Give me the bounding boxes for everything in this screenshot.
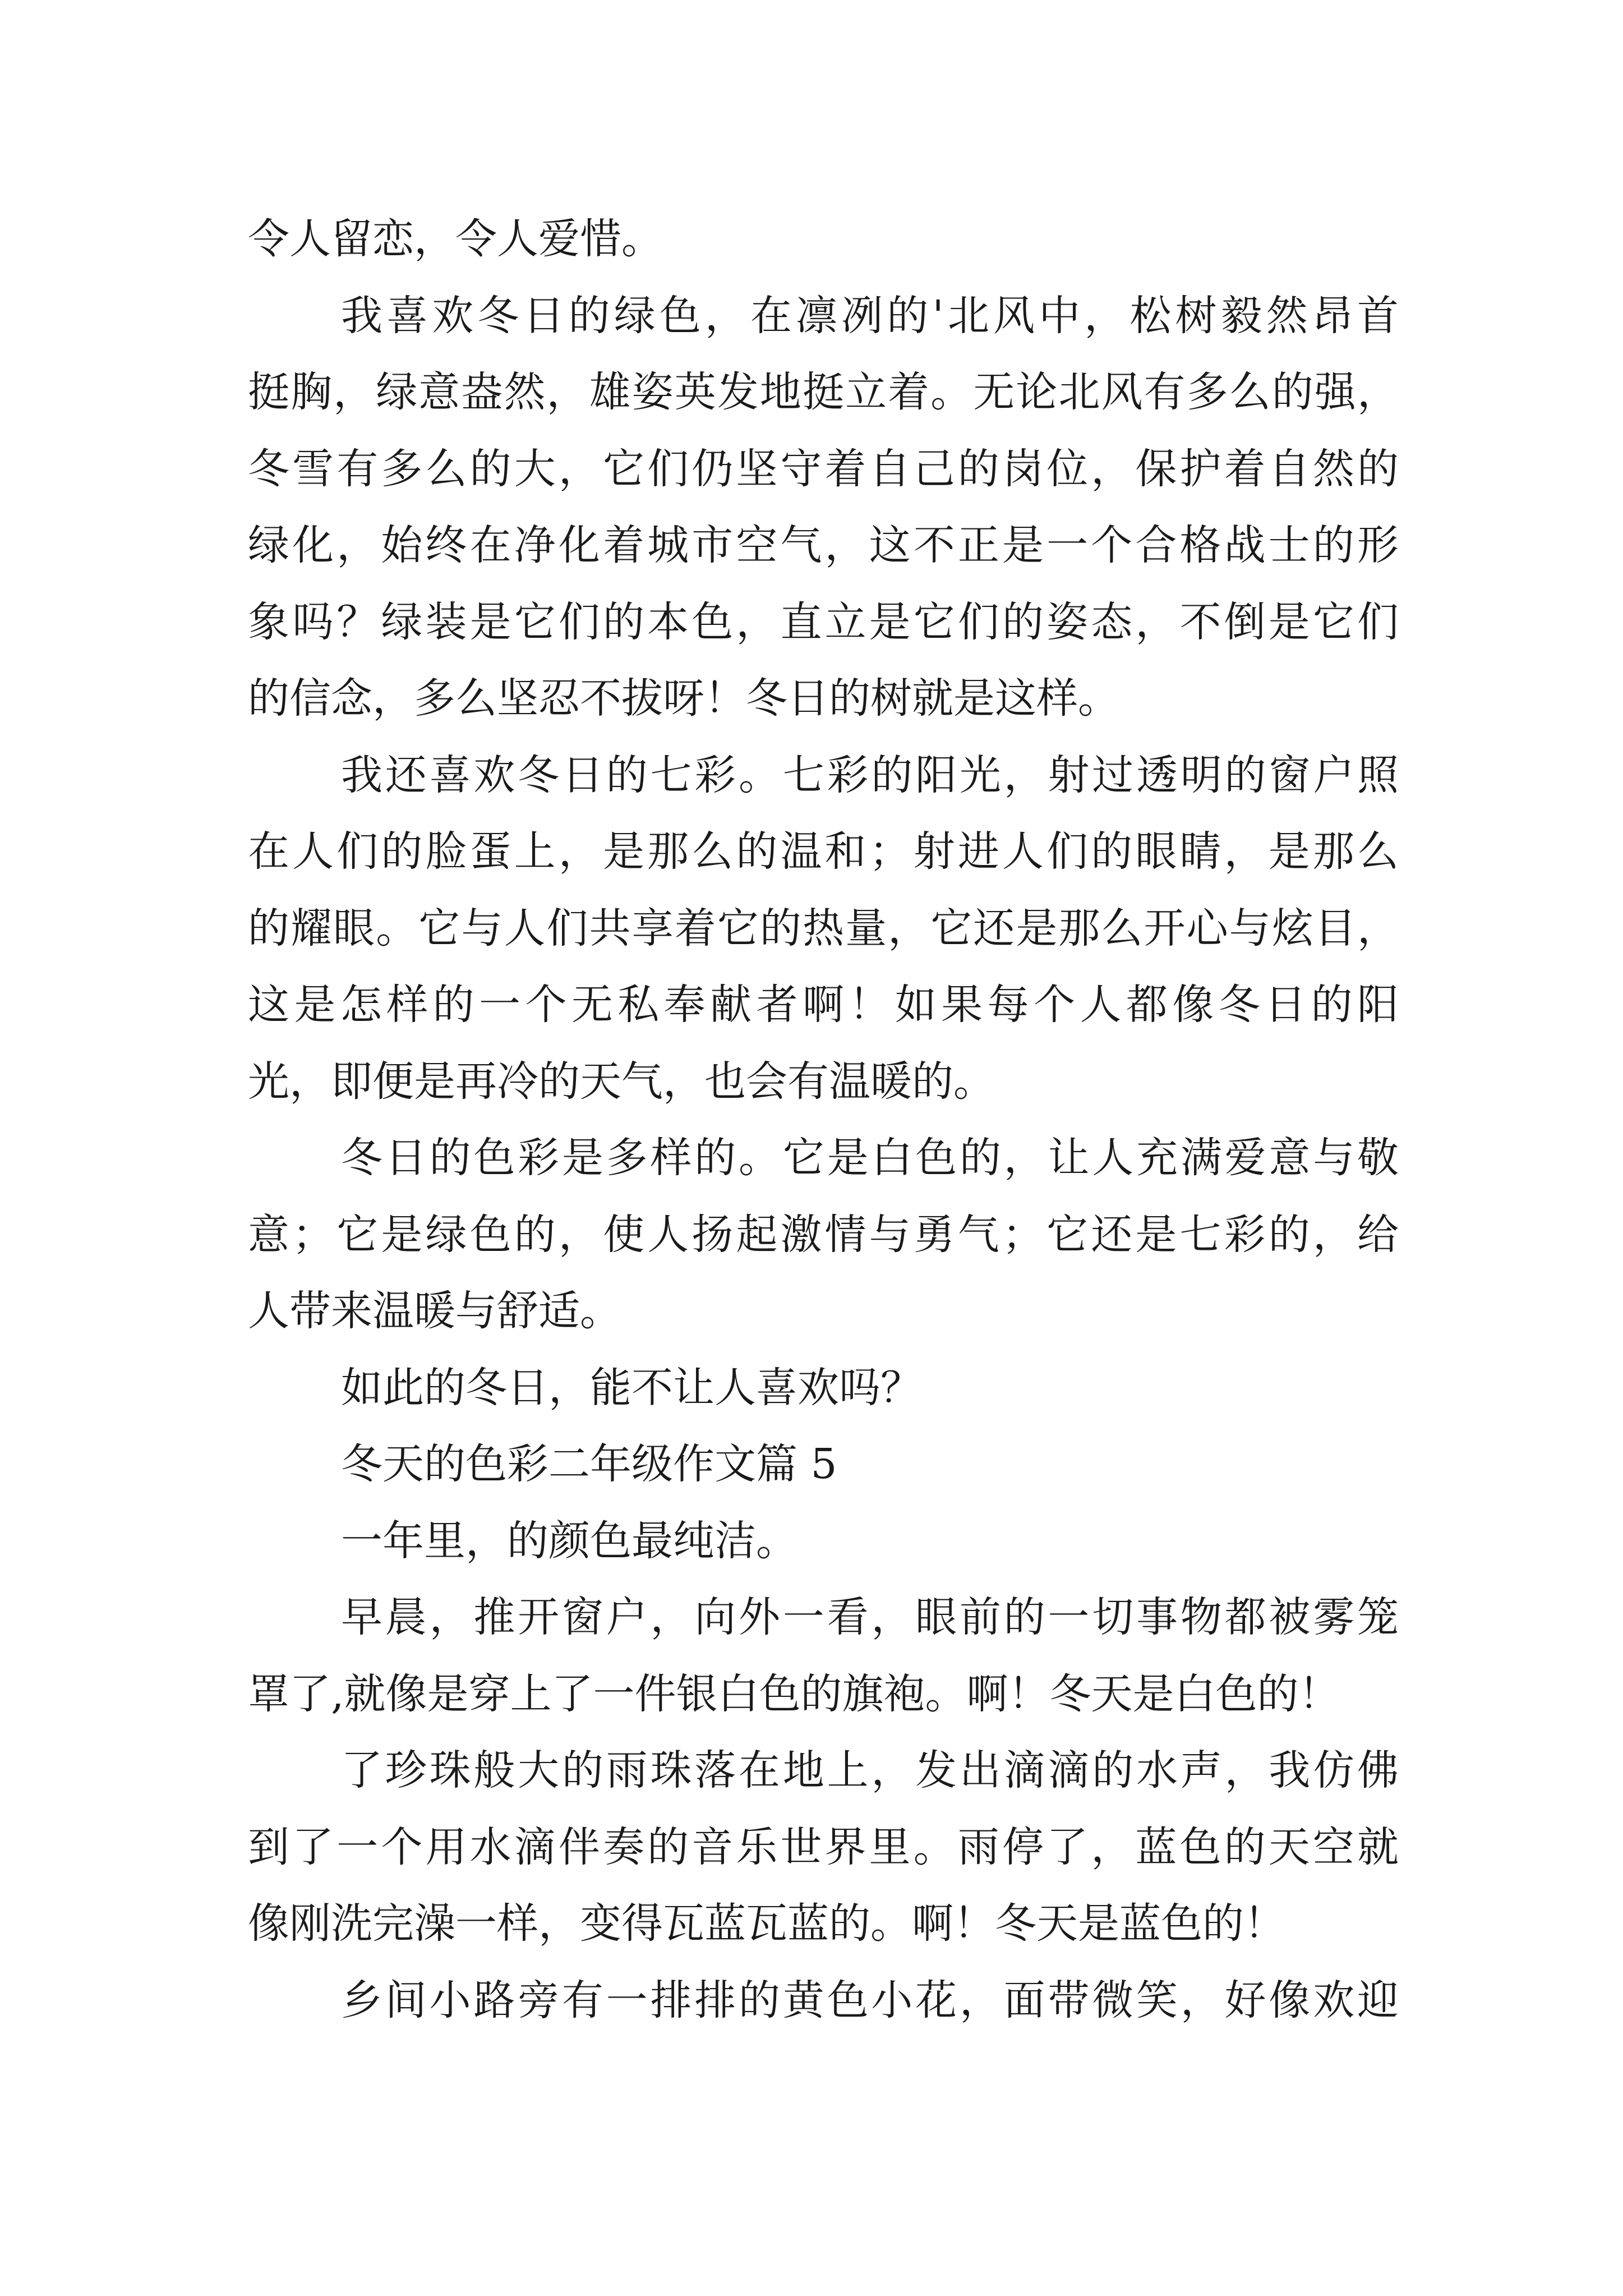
text-line: 令人留恋，令人爱惜。 [248,215,663,263]
text-line: 冬日的色彩是多样的。它是白色的，让人充满爱意与敬 [341,1134,1399,1182]
text-line: 冬天的色彩二年级作文篇 5 [341,1440,837,1488]
text-line: 绿化，始终在净化着城市空气，这不正是一个合格战士的形 [248,521,1399,569]
text-line: 人带来温暖与舒适。 [248,1287,621,1335]
text-line: 意；它是绿色的，使人扬起激情与勇气；它还是七彩的，给 [248,1210,1399,1259]
text-line: 的信念，多么坚忍不拔呀！冬日的树就是这样。 [248,674,1119,723]
text-line: 一年里，的颜色最纯洁。 [341,1516,797,1565]
text-line: 像刚洗完澡一样，变得瓦蓝瓦蓝的。啊！冬天是蓝色的！ [248,1899,1285,1948]
essay-body [248,201,1399,2039]
text-line: 冬雪有多么的大，它们仍坚守着自己的岗位，保护着自然的 [248,444,1399,493]
text-line: 乡间小路旁有一排排的黄色小花，面带微笑，好像欢迎 [341,1976,1399,2024]
text-line: 了珍珠般大的雨珠落在地上，发出滴滴的水声，我仿佛 [341,1746,1399,1795]
text-line: 我还喜欢冬日的七彩。七彩的阳光，射过透明的窗户照 [341,751,1399,799]
text-line: 在人们的脸蛋上，是那么的温和；射进人们的眼睛，是那么 [248,827,1399,876]
text-line: 光，即便是再冷的天气，也会有温暖的。 [248,1057,995,1106]
text-line: 到了一个用水滴伴奏的音乐世界里。雨停了，蓝色的天空就 [248,1823,1399,1871]
text-line: 挺胸，绿意盎然，雄姿英发地挺立着。无论北风有多么的强， [248,368,1399,416]
text-line: 罩了,就像是穿上了一件银白色的旗袍。啊！冬天是白色的！ [248,1669,1340,1718]
text-line: 这是怎样的一个无私奉献者啊！如果每个人都像冬日的阳 [248,981,1399,1029]
text-line: 早晨，推开窗户，向外一看，眼前的一切事物都被雾笼 [341,1593,1399,1641]
text-line: 如此的冬日，能不让人喜欢吗？ [341,1363,922,1412]
text-line: 我喜欢冬日的绿色，在凛冽的'北风中，松树毅然昂首 [341,291,1399,340]
text-line: 象吗？绿装是它们的本色，直立是它们的姿态，不倒是它们 [248,597,1399,646]
text-line: 的耀眼。它与人们共享着它的热量，它还是那么开心与炫目， [248,904,1399,953]
